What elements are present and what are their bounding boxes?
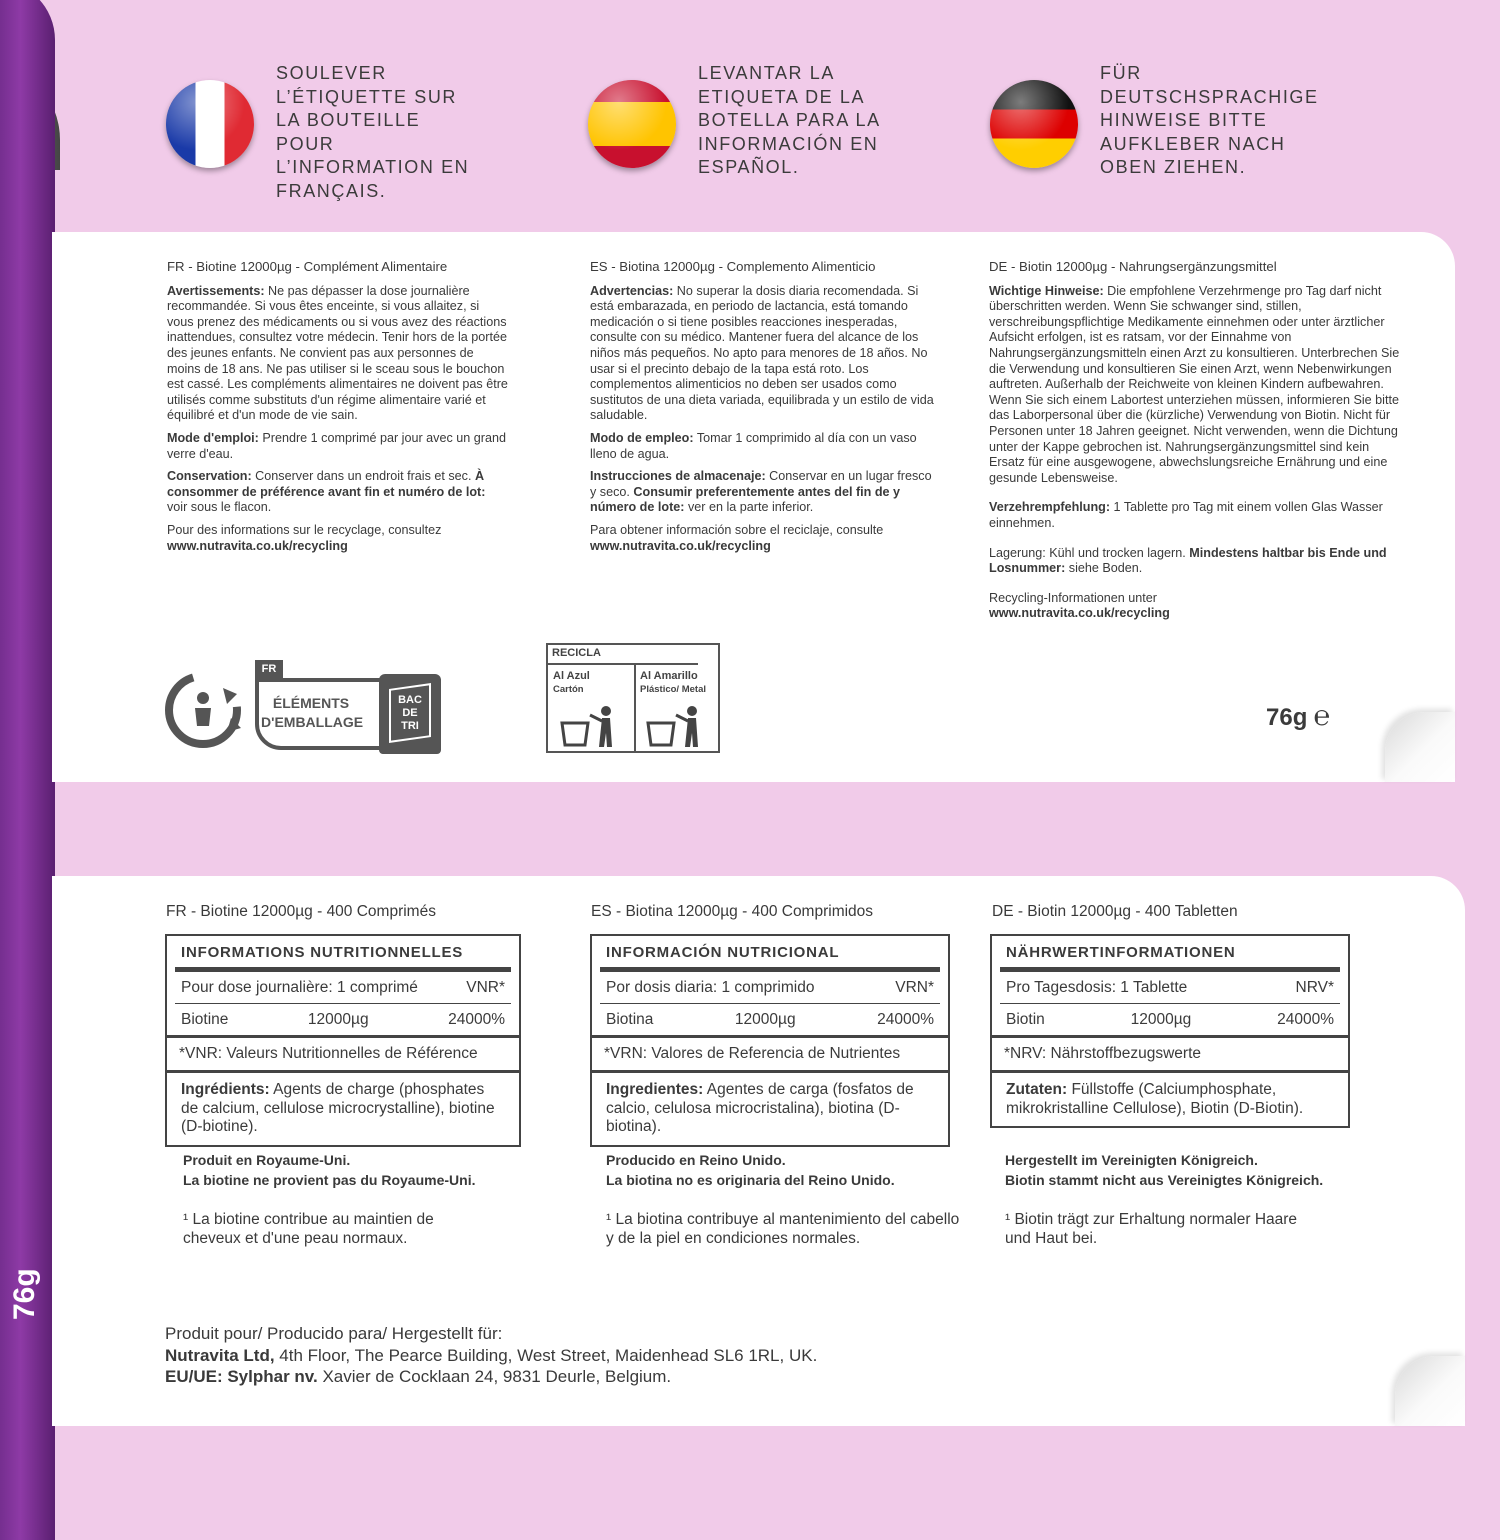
recicla-title: RECICLA	[552, 647, 601, 659]
bin-icon	[379, 674, 441, 754]
de-storage: Lagerung: Kühl und trocken lagern. Mindestens haltbar bis Ende und Losnummer: siehe Boden.	[989, 545, 1387, 576]
es-manufacture-note: Producido en Reino Unido. La biotina no es originaria del Reino Unido.	[606, 1152, 895, 1188]
dose-row: Pour dose journalière: 1 comprimé VNR*	[181, 979, 505, 996]
dose-row: Pro Tagesdosis: 1 Tablette NRV*	[1006, 979, 1334, 996]
net-weight	[1266, 700, 1330, 732]
fr-nutrition-table	[165, 934, 521, 1147]
es-usage: Modo de empleo: Tomar 1 comprimido al día con un vaso lleno de agua.	[590, 430, 917, 461]
es-info-column	[590, 259, 938, 561]
recicla-right-2: Plástico/ Metal	[640, 684, 706, 695]
fr-health-claim: ¹ La biotine contribue au maintien de cheveux et d'une peau normaux.	[183, 1211, 434, 1247]
nutrient-row: Biotine 12000µg 24000%	[181, 1011, 505, 1028]
bin-text-3: TRI	[401, 720, 419, 732]
fr-info-column	[167, 259, 509, 561]
nutrition-heading: NÄHRWERTINFORMATIONEN	[1006, 944, 1236, 961]
ingredients: Ingredientes: Agentes de carga (fosfatos de calcio, celulosa microcristalina), biotina (D-biotina).	[606, 1081, 914, 1135]
de-usage: Verzehrempfehlung: 1 Tablette pro Tag mit einem vollen Glas Wasser einnehmen.	[989, 500, 1383, 530]
triman-line2: D'EMBALLAGE	[261, 714, 364, 730]
ingredients: Ingrédients: Agents de charge (phosphates de calcium, cellulose microcrystalline), biotine (D-biotine).	[181, 1081, 495, 1135]
recicla-right-1: Al Amarillo	[640, 670, 698, 682]
de-info-column	[989, 259, 1405, 629]
de-warnings: Wichtige Hinweise: Die empfohlene Verzehrmenge pro Tag darf nicht überschritten werden. Wenn Sie schwanger sind, stillen, verschreibungspflichtige Medikamente einnehmen oder unter ärztlicher Aufsicht erfolgen, ist es ratsam, vor der Einnahme von Nahrungsergänzungsmitteln einen Arzt zu konsultieren. Unterbrechen Sie die Verwendung und konsultieren Sie einen Arzt, wenn Nebenwirkungen auftreten. Außerhalb der Reichweite von kleinen Kindern aufbewahren. Wenn Sie sich einem Labortest unterziehen müssen, informieren Sie bitte das Laborpersonal über die (kürzliche) Verwendung von Biotin. Nicht für Personen unter 18 Jahren geeignet. Nicht verwenden, wenn die Dichtung unter der Kappe gebrochen ist. Nahrungsergänzungsmittel sind kein Ersatz für eine ausgewogene, abwechslungsreiche Ernährung und eine gesunde Lebensweise.	[989, 283, 1400, 485]
germany-flag-icon	[990, 80, 1078, 168]
recicla-left-1: Al Azul	[553, 670, 590, 682]
recicla-box	[546, 643, 720, 753]
es-recycling: Para obtener información sobre el reciclaje, consulte www.nutravita.co.uk/recycling	[590, 522, 884, 553]
page-curl-2	[1395, 1356, 1465, 1426]
de-manufacture-note: Hergestellt im Vereinigten Königreich. Biotin stammt nicht aus Vereinigtes Königreich.	[1005, 1152, 1324, 1188]
de-title: DE - Biotin 12000µg - Nahrungsergänzungsmittel	[989, 259, 1277, 274]
fr-recycling: Pour des informations sur le recyclage, consultez www.nutravita.co.uk/recycling	[167, 522, 442, 553]
es-product-title: ES - Biotina 12000µg - 400 Comprimidos	[591, 903, 874, 920]
de-product-title: DE - Biotin 12000µg - 400 Tabletten	[992, 903, 1238, 920]
reference-footnote: *NRV: Nährstoffbezugswerte	[1004, 1045, 1202, 1062]
ingredients: Zutaten: Füllstoffe (Calciumphosphate, mikrokristalline Cellulose), Biotin (D-Biotin).	[1006, 1081, 1304, 1117]
bottle-label: 76g	[8, 1268, 41, 1320]
fr-manufacture-note: Produit en Royaume-Uni. La biotine ne provient pas du Royaume-Uni.	[183, 1152, 476, 1188]
nutrition-heading: INFORMATIONS NUTRITIONNELLES	[181, 944, 464, 961]
es-nutrition-table	[590, 934, 950, 1147]
address-company: Nutravita Ltd, 4th Floor, The Pearce Building, West Street, Maidenhead SL6 1RL, UK.	[165, 1345, 818, 1365]
fr-title: FR - Biotine 12000µg - Complément Alimentaire	[167, 259, 448, 274]
header-de-text: FÜR DEUTSCHSPRACHIGE HINWEISE BITTE AUFKLEBER NACH OBEN ZIEHEN.	[1100, 63, 1319, 177]
nutrient-row: Biotina 12000µg 24000%	[606, 1011, 934, 1028]
spain-flag-icon	[588, 80, 676, 168]
yellow-bin-person-icon	[644, 705, 712, 749]
reference-footnote: *VNR: Valeurs Nutritionnelles de Référence	[179, 1045, 478, 1062]
header-es	[588, 62, 898, 180]
reference-footnote: *VRN: Valores de Referencia de Nutrientes	[604, 1045, 901, 1062]
es-storage: Instrucciones de almacenaje: Conservar en un lugar fresco y seco. Consumir preferentemente antes del fin de y número de lote: ver en la parte inferior.	[590, 469, 932, 515]
fr-storage: Conservation: Conserver dans un endroit frais et sec. À consommer de préférence avant fin et numéro de lot: voir sous le flacon.	[167, 469, 486, 515]
net-weight-value: 76g	[1266, 704, 1308, 731]
fr-usage: Mode d'emploi: Prendre 1 comprimé par jour avec un grand verre d'eau.	[167, 430, 506, 461]
page-curl	[1385, 712, 1455, 782]
es-title: ES - Biotina 12000µg - Complemento Alimenticio	[590, 259, 876, 274]
triman-line1: ÉLÉMENTS	[272, 695, 350, 711]
fr-product-title: FR - Biotine 12000µg - 400 Comprimés	[166, 903, 436, 920]
fr-warnings: Avertissements: Ne pas dépasser la dose journalière recommandée. Si vous êtes enceinte, si vous allaitez, si vous prenez des médicaments ou si vous avez des réactions inattendues, consultez votre médecin. Tenir hors de la portée des jeunes enfants. Ne convient pas aux personnes de moins de 18 ans. Ne pas utiliser si le sceau sous le bouchon est cassé. Les compléments alimentaires ne doivent pas être utilisés comme substituts d'un régime alimentaire varié et équilibré et d'un mode de vie sain.	[167, 283, 508, 423]
nutrition-heading: INFORMACIÓN NUTRICIONAL	[606, 944, 840, 961]
es-warnings: Advertencias: No superar la dosis diaria recomendada. Si está embarazada, en periodo de lactancia, está tomando medicación o si tiene posibles reacciones inesperadas, consulte con su médico. Mantener fuera del alcance de los niños más pequeños. No apto para menores de 18 años. No usar si el precinto debajo de la tapa está roto. Los complementos alimenticios no deben ser usados como sustitutos de una dieta variada, equilibrada y un estilo de vida saludable.	[590, 283, 934, 423]
estimated-sign-icon: ℮	[1313, 700, 1331, 731]
france-flag-icon	[166, 80, 254, 168]
triman-info-block	[255, 660, 441, 754]
manufacturer-address	[165, 1323, 817, 1388]
de-nutrition-table	[990, 934, 1350, 1128]
dose-row: Por dosis diaria: 1 comprimido VRN*	[606, 979, 934, 996]
recicla-left-2: Cartón	[553, 684, 584, 695]
nutrient-row: Biotin 12000µg 24000%	[1006, 1011, 1334, 1028]
bin-text-1: BAC	[398, 694, 422, 706]
blue-bin-person-icon	[558, 705, 626, 749]
address-eu: EU/UE: Sylphar nv. Xavier de Cocklaan 24, 9831 Deurle, Belgium.	[165, 1367, 672, 1386]
triman-recycle-icon	[165, 670, 247, 750]
header-de	[990, 62, 1319, 180]
header-es-text: LEVANTAR LA ETIQUETA DE LA BOTELLA PARA LA INFORMACIÓN EN ESPAÑOL.	[698, 63, 880, 177]
de-health-claim: ¹ Biotin trägt zur Erhaltung normaler Haare und Haut bei.	[1005, 1211, 1298, 1247]
address-line1: Produit pour/ Producido para/ Hergestellt für:	[165, 1324, 503, 1343]
header-fr-text: SOULEVER L’ÉTIQUETTE SUR LA BOUTEILLE POUR L’INFORMATION EN FRANÇAIS.	[276, 63, 470, 201]
de-recycling: Recycling-Informationen unter www.nutravita.co.uk/recycling	[989, 590, 1170, 621]
es-health-claim: ¹ La biotina contribuye al mantenimiento del cabello y de la piel en condiciones normales.	[606, 1211, 960, 1247]
header-fr	[166, 62, 476, 203]
bin-text-2: DE	[402, 707, 418, 719]
fr-tag: FR	[255, 660, 283, 678]
